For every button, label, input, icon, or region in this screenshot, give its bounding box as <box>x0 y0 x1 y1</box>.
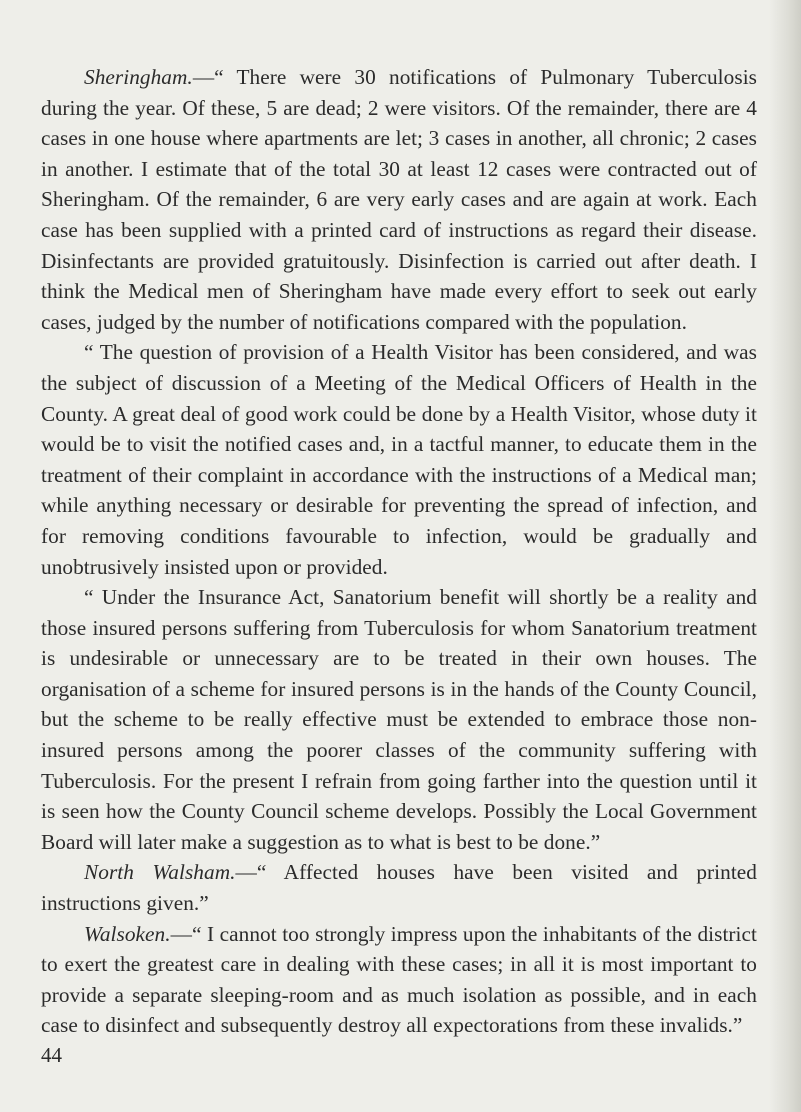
paragraph-text: “ Under the Insurance Act, Sanatorium benefit will shortly be a reality and those insured persons suffering from Tuberculosis for whom Sanatorium treatment is undesirable or unnecessary are to be treated in their own houses. The organisation of a scheme for insured persons is in the hands of the County Council, but the scheme to be really effective must be extended to embrace those non-insured persons among the poorer classes of the community suffering with Tuberculosis. For the present I refrain from going farther into the question until it is seen how the County Council scheme develops. Possibly the Local Government Board will later make a suggestion as to what is best to be done.” <box>41 585 757 854</box>
place-name-walsoken: Walsoken. <box>84 921 171 946</box>
paragraph-north-walsham <box>41 857 757 918</box>
paragraph-walsoken <box>41 919 757 1041</box>
paragraph-text: “ The question of provision of a Health Visitor has been considered, and was the subject of discussion of a Meeting of the Medical Officers of Health in the County. A great deal of good work could be done by a Health Visitor, whose duty it would be to visit the notified cases and, in a tactful manner, to educate them in the treatment of their complaint in accordance with the instructions of a Medical man; while anything necessary or desirable for preventing the spread of infection, and for removing conditions favourable to infection, would be gradually and unobtrusively insisted upon or provided. <box>41 340 757 579</box>
paragraph-insurance-act <box>41 582 757 857</box>
document-body <box>41 62 757 1041</box>
place-name-sheringham: Sheringham. <box>84 65 193 89</box>
paragraph-sheringham <box>41 62 757 337</box>
page-edge-shadow <box>769 0 801 1112</box>
paragraph-text: —“ Affected houses have been visited and printed instructions given.” <box>41 860 757 916</box>
paragraph-text: —“ There were 30 notifications of Pulmonary Tuberculosis during the year. Of these, 5 are dead; 2 were visitors. Of the remainder, there are 4 cases in one house where apartments are let; 3 cases in another, all chronic; 2 cases in another. I estimate that of the total 30 at least 12 cases were contracted out of Sheringham. Of the remainder, 6 are very early cases and are again at work. Each case has been supplied with a printed card of instructions as regard their disease. Disinfectants are provided gratuitously. Disinfection is carried out after death. I think the Medical men of Sheringham have made every effort to seek out early cases, judged by the number of notifications compared with the population. <box>41 65 757 334</box>
place-name-north-walsham: North Walsham. <box>84 860 236 885</box>
page-number: 44 <box>41 1043 62 1067</box>
paragraph-health-visitor <box>41 337 757 582</box>
paragraph-text: —“ I cannot too strongly impress upon the inhabitants of the district to exert the greatest care in dealing with these cases; in all it is most important to provide a separate sleeping-room and as much isolation as possible, and in each case to disinfect and subsequently destroy all expectorations from these invalids.” <box>41 921 757 1038</box>
